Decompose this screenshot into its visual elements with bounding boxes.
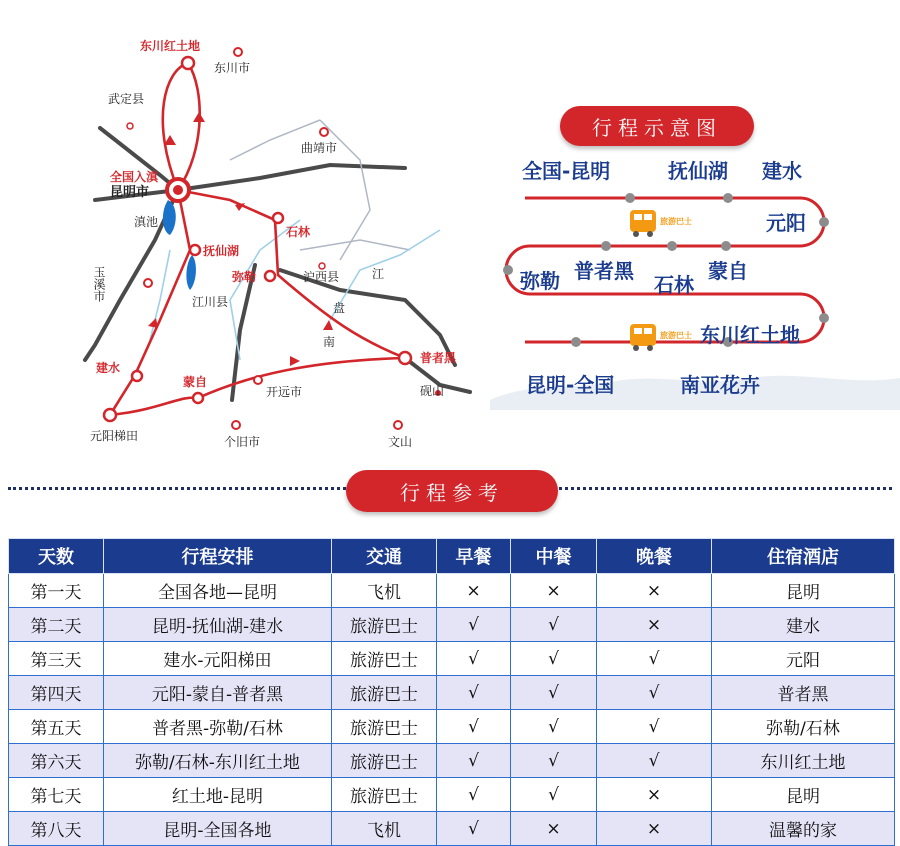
- diagram-stop-jianshui: 建水: [762, 159, 802, 183]
- cell-transport: 飞机: [332, 574, 437, 608]
- cell-breakfast: √: [437, 608, 511, 642]
- cell-schedule: 昆明-抚仙湖-建水: [104, 608, 332, 642]
- label-jiang: 江: [372, 267, 385, 281]
- cell-dinner: ×: [597, 778, 712, 812]
- table-row: [9, 642, 895, 676]
- bus-label: 旅游巴士: [660, 217, 692, 226]
- table-row: [9, 744, 895, 778]
- diagram-stop-mile: 弥勒: [520, 269, 560, 293]
- header-breakfast: 早餐: [437, 539, 511, 574]
- cell-hotel: 东川红土地: [712, 744, 895, 778]
- cell-day: 第六天: [9, 744, 104, 778]
- cell-day: 第一天: [9, 574, 104, 608]
- cell-breakfast: √: [437, 812, 511, 846]
- label-kunming: 昆明市: [110, 185, 150, 200]
- diagram-stop-puzhehei: 普者黑: [574, 259, 634, 283]
- cell-dinner: ×: [597, 812, 712, 846]
- cell-transport: 旅游巴士: [332, 778, 437, 812]
- header-dinner: 晚餐: [597, 539, 712, 574]
- cell-transport: 旅游巴士: [332, 710, 437, 744]
- cell-dinner: ×: [597, 608, 712, 642]
- diagram-stop-mengzi: 蒙自: [708, 259, 748, 283]
- cell-hotel: 建水: [712, 608, 895, 642]
- cell-dinner: ×: [597, 574, 712, 608]
- cell-transport: 旅游巴士: [332, 608, 437, 642]
- cell-lunch: √: [511, 778, 597, 812]
- cell-schedule: 元阳-蒙自-普者黑: [104, 676, 332, 710]
- header-day: 天数: [9, 539, 104, 574]
- diagram-stop-nanya-flowers: 南亚花卉: [680, 373, 760, 397]
- cell-hotel: 弥勒/石林: [712, 710, 895, 744]
- bus-label: 旅游巴士: [660, 331, 692, 340]
- cell-lunch: ×: [511, 574, 597, 608]
- route-map: [0, 0, 480, 460]
- cell-breakfast: √: [437, 778, 511, 812]
- bus-icon: [630, 324, 656, 351]
- cell-hotel: 元阳: [712, 642, 895, 676]
- cell-schedule: 全国各地—昆明: [104, 574, 332, 608]
- label-shilin: 石林: [286, 225, 311, 239]
- table-row: [9, 574, 895, 608]
- label-wenshan: 文山: [388, 435, 413, 449]
- itinerary-title: [346, 470, 558, 512]
- diagram-stop-dongchuan: 东川红土地: [700, 323, 800, 347]
- label-luxi: 沪西县: [303, 270, 340, 284]
- label-mile: 弥勒: [232, 270, 257, 284]
- label-yanshan: 砚山: [420, 384, 445, 398]
- label-wuding: 武定县: [108, 92, 145, 106]
- cell-schedule: 昆明-全国各地: [104, 812, 332, 846]
- cell-lunch: ×: [511, 812, 597, 846]
- cell-day: 第八天: [9, 812, 104, 846]
- table-row: [9, 710, 895, 744]
- table-row: [9, 608, 895, 642]
- cell-breakfast: √: [437, 676, 511, 710]
- cell-transport: 旅游巴士: [332, 642, 437, 676]
- cell-dinner: √: [597, 676, 712, 710]
- cell-hotel: 昆明: [712, 778, 895, 812]
- cell-breakfast: √: [437, 710, 511, 744]
- header-transport: 交通: [332, 539, 437, 574]
- cell-hotel: 普者黑: [712, 676, 895, 710]
- table-row: [9, 812, 895, 846]
- cell-dinner: √: [597, 642, 712, 676]
- diagram-stop-quanguo-kunming: 全国-昆明: [522, 159, 611, 183]
- label-kaiyuan: 开远市: [266, 385, 303, 399]
- label-jiangchuan: 江川县: [192, 295, 229, 309]
- cell-hotel: 温馨的家: [712, 812, 895, 846]
- cell-schedule: 弥勒/石林-东川红土地: [104, 744, 332, 778]
- cell-breakfast: √: [437, 744, 511, 778]
- cell-schedule: 建水-元阳梯田: [104, 642, 332, 676]
- label-pan: 盘: [333, 301, 346, 315]
- cell-lunch: √: [511, 710, 597, 744]
- bus-icon: [630, 210, 656, 237]
- diagram-stop-kunming-quanguo: 昆明-全国: [526, 373, 615, 397]
- cell-day: 第七天: [9, 778, 104, 812]
- cell-transport: 飞机: [332, 812, 437, 846]
- diagram-stop-yuanyang: 元阳: [766, 211, 806, 235]
- itinerary-table: [8, 538, 895, 846]
- label-yuxi: 玉溪市: [92, 266, 106, 302]
- cell-day: 第四天: [9, 676, 104, 710]
- diagram-stop-shilin: 石林: [654, 273, 694, 297]
- diagram-stop-fuxian-lake: 抚仙湖: [668, 159, 728, 183]
- table-header-row: [9, 539, 895, 574]
- cell-day: 第三天: [9, 642, 104, 676]
- header-hotel: 住宿酒店: [712, 539, 895, 574]
- cell-hotel: 昆明: [712, 574, 895, 608]
- cell-lunch: √: [511, 608, 597, 642]
- label-dongchuan-red-soil: 东川红土地: [140, 39, 201, 53]
- header-lunch: 中餐: [511, 539, 597, 574]
- label-qujing: 曲靖市: [301, 141, 338, 155]
- table-row: [9, 778, 895, 812]
- label-mengzi: 蒙自: [183, 375, 208, 389]
- cell-lunch: √: [511, 676, 597, 710]
- dianchi-lake: [163, 200, 176, 235]
- header-schedule: 行程安排: [104, 539, 332, 574]
- cell-dinner: √: [597, 710, 712, 744]
- cell-day: 第二天: [9, 608, 104, 642]
- cell-breakfast: √: [437, 642, 511, 676]
- label-yuanyang-terraces: 元阳梯田: [90, 429, 139, 443]
- table-row: [9, 676, 895, 710]
- label-nan: 南: [323, 335, 336, 349]
- fuxian-lake: [186, 255, 196, 290]
- cell-lunch: √: [511, 744, 597, 778]
- cell-schedule: 红土地-昆明: [104, 778, 332, 812]
- label-gejiu: 个旧市: [224, 435, 261, 449]
- cell-breakfast: ×: [437, 574, 511, 608]
- route-diagram-title: [560, 106, 754, 146]
- cell-day: 第五天: [9, 710, 104, 744]
- itinerary-title-text: 行程参考: [400, 480, 504, 505]
- label-dianchi: 滇池: [134, 215, 159, 229]
- label-entry: 全国入滇: [110, 170, 159, 184]
- label-fuxian-lake: 抚仙湖: [203, 244, 240, 258]
- cell-transport: 旅游巴士: [332, 744, 437, 778]
- cell-dinner: √: [597, 744, 712, 778]
- cell-lunch: √: [511, 642, 597, 676]
- label-jianshui: 建水: [96, 361, 121, 375]
- cell-transport: 旅游巴士: [332, 676, 437, 710]
- route-diagram: [490, 150, 900, 410]
- cell-schedule: 普者黑-弥勒/石林: [104, 710, 332, 744]
- label-puzhehei: 普者黑: [420, 351, 457, 365]
- label-dongchuan-city: 东川市: [214, 61, 251, 75]
- route-diagram-title-text: 行程示意图: [592, 115, 722, 140]
